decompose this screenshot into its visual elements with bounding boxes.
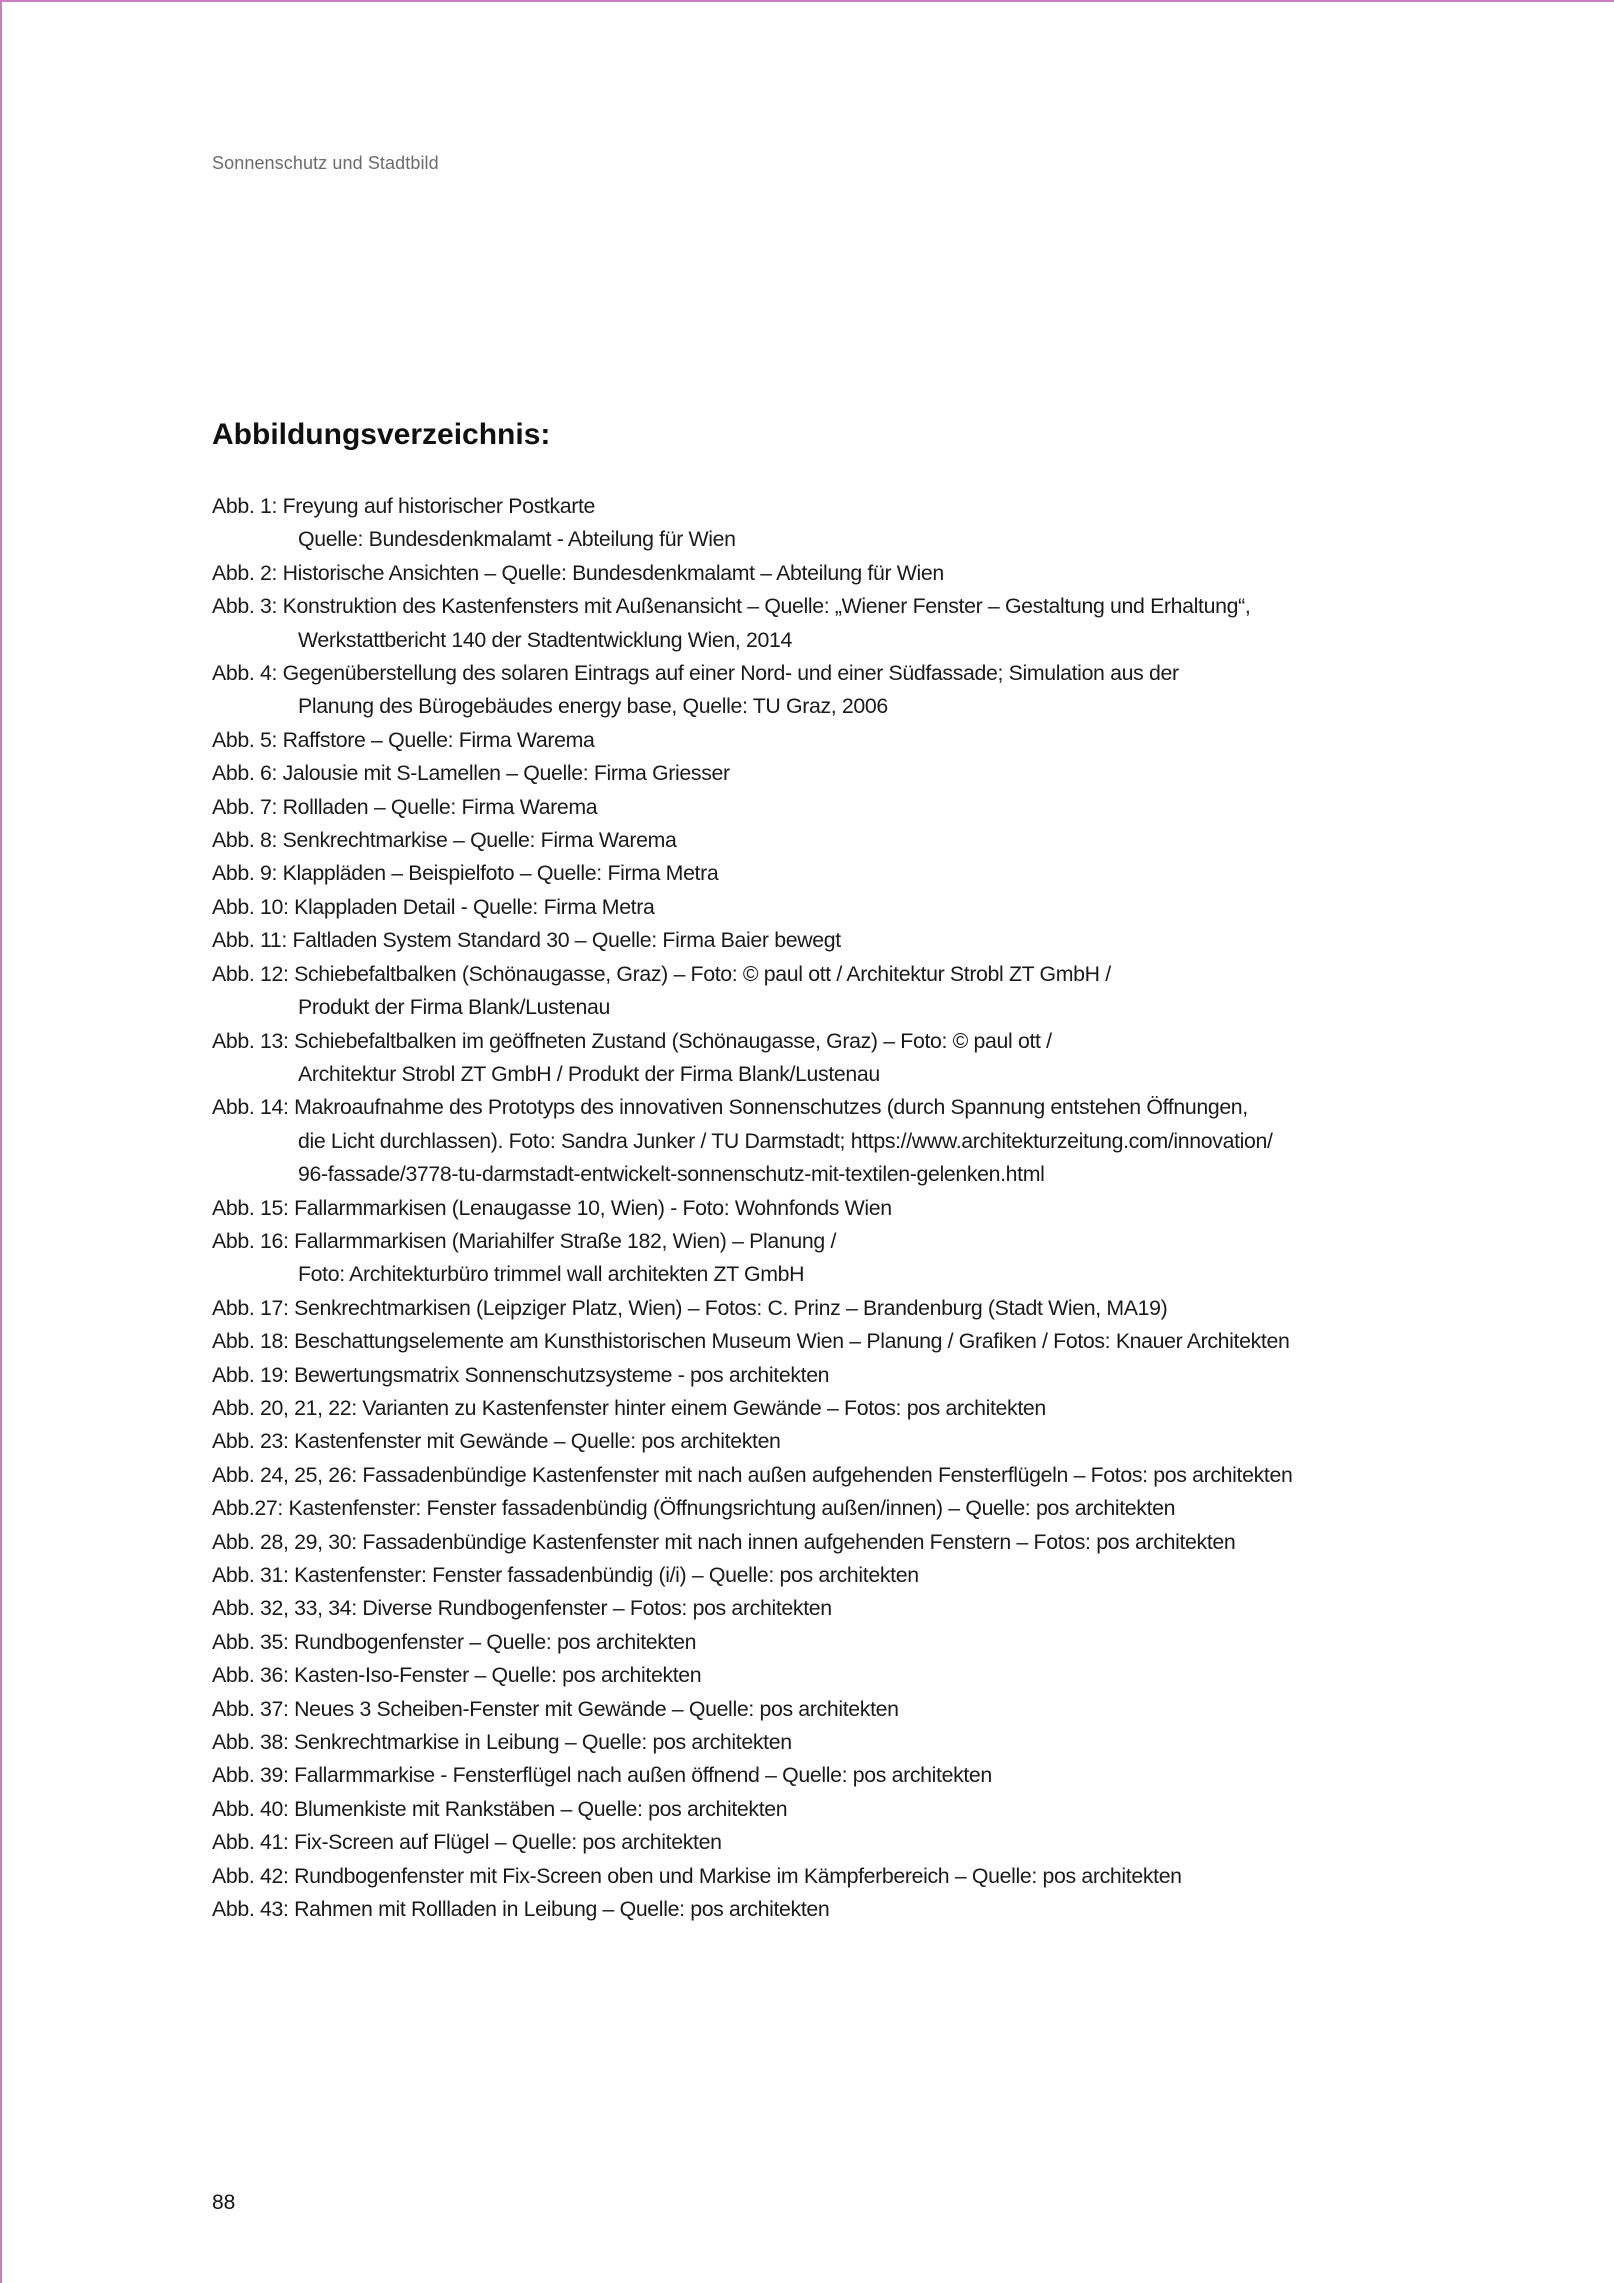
figure-entry — [212, 891, 1412, 924]
figure-entry-text: Abb. 17: Senkrechtmarkisen (Leipziger Platz, Wien) – Fotos: C. Prinz – Brandenburg (Stadt Wien, MA19) — [212, 1295, 1168, 1320]
figure-entry-text: Abb. 19: Bewertungsmatrix Sonnenschutzsysteme - pos architekten — [212, 1362, 830, 1387]
figure-entry — [212, 1459, 1412, 1492]
figure-entry-text: Abb. 1: Freyung auf historischer Postkarte — [212, 494, 596, 518]
figure-entry-text: Abb. 24, 25, 26: Fassadenbündige Kastenfenster mit nach außen aufgehenden Fensterflügeln – Fotos: pos architekten — [212, 1462, 1293, 1487]
figure-entry — [212, 1726, 1412, 1759]
figure-entry-continuation: Architektur Strobl ZT GmbH / Produkt der Firma Blank/Lustenau — [298, 1061, 880, 1086]
figure-entry — [212, 791, 1412, 824]
page-edge-top — [0, 0, 1614, 2]
figure-entry-text: Abb. 6: Jalousie mit S-Lamellen – Quelle: Firma Griesser — [212, 761, 730, 786]
figure-entry-text: Abb. 11: Faltladen System Standard 30 – Quelle: Firma Baier bewegt — [212, 928, 841, 953]
figure-entry — [212, 1359, 1412, 1392]
figure-entry — [212, 1425, 1412, 1458]
figure-entry-text: Abb. 18: Beschattungselemente am Kunsthistorischen Museum Wien – Planung / Grafiken / Fotos: Knauer Architekten — [212, 1329, 1290, 1354]
figure-entry-text: Abb. 2: Historische Ansichten – Quelle: Bundesdenkmalamt – Abteilung für Wien — [212, 560, 944, 585]
figure-entry-text: Abb. 38: Senkrechtmarkise in Leibung – Quelle: pos architekten — [212, 1730, 792, 1755]
figure-entry — [212, 1559, 1412, 1592]
figure-entry — [212, 1325, 1412, 1358]
page-number: 88 — [212, 2191, 236, 2214]
figure-entry-text: Abb. 39: Fallarmmarkise - Fensterflügel nach außen öffnend – Quelle: pos architekten — [212, 1763, 992, 1788]
figure-entry-continuation: Planung des Bürogebäudes energy base, Quelle: TU Graz, 2006 — [298, 694, 888, 719]
figure-entry — [212, 1292, 1412, 1325]
figure-entry-continuation: die Licht durchlassen). Foto: Sandra Junker / TU Darmstadt; https://www.architekturzeitung.com/innovation/ — [298, 1128, 1273, 1153]
figure-entry-text: Abb. 12: Schiebefaltbalken (Schönaugasse, Graz) – Foto: © paul ott / Architektur Strobl ZT GmbH / — [212, 961, 1111, 986]
figure-entry-text: Abb. 9: Klappläden – Beispielfoto – Quelle: Firma Metra — [212, 861, 719, 886]
figure-entry-continuation: Produkt der Firma Blank/Lustenau — [298, 995, 610, 1020]
figure-entry-text: Abb. 23: Kastenfenster mit Gewände – Quelle: pos architekten — [212, 1429, 781, 1454]
figure-entry — [212, 1860, 1412, 1893]
figure-entry — [212, 1759, 1412, 1792]
figure-entry — [212, 490, 1412, 557]
figure-entry — [212, 590, 1412, 657]
figure-entry — [212, 1626, 1412, 1659]
figure-entry-text: Abb. 4: Gegenüberstellung des solaren Eintrags auf einer Nord- und einer Südfassade; Simulation aus der — [212, 661, 1179, 686]
running-header: Sonnenschutz und Stadtbild — [212, 153, 439, 173]
section-title: Abbildungsverzeichnis: — [212, 418, 551, 451]
figure-entry — [212, 657, 1412, 724]
figure-entry-text: Abb. 28, 29, 30: Fassadenbündige Kastenfenster mit nach innen aufgehenden Fenstern – Fotos: pos architekten — [212, 1529, 1236, 1554]
figure-entry-text: Abb. 20, 21, 22: Varianten zu Kastenfenster hinter einem Gewände – Fotos: pos architekten — [212, 1395, 1046, 1420]
figure-entry — [212, 1793, 1412, 1826]
page-edge-left — [0, 0, 2, 2283]
figure-entry-text: Abb. 8: Senkrechtmarkise – Quelle: Firma Warema — [212, 828, 677, 853]
figure-entry — [212, 1893, 1412, 1926]
figure-entry-continuation: 96-fassade/3778-tu-darmstadt-entwickelt-sonnenschutz-mit-textilen-gelenken.html — [298, 1162, 1045, 1187]
figure-entry — [212, 958, 1412, 1025]
figure-entry — [212, 1025, 1412, 1092]
figure-entry — [212, 824, 1412, 857]
figure-entry-text: Abb. 10: Klappladen Detail - Quelle: Firma Metra — [212, 894, 655, 919]
figure-entry-continuation: Foto: Architekturbüro trimmel wall architekten ZT GmbH — [298, 1262, 805, 1287]
figure-entry-continuation: Quelle: Bundesdenkmalamt - Abteilung für Wien — [298, 527, 736, 552]
figure-entry-text: Abb. 13: Schiebefaltbalken im geöffneten Zustand (Schönaugasse, Graz) – Foto: © paul ott / — [212, 1028, 1052, 1053]
figure-entry — [212, 1192, 1412, 1225]
figure-entry-text: Abb. 7: Rollladen – Quelle: Firma Warema — [212, 794, 598, 819]
figure-entry-text: Abb. 35: Rundbogenfenster – Quelle: pos architekten — [212, 1629, 697, 1654]
figure-entry — [212, 557, 1412, 590]
figure-entry-text: Abb.27: Kastenfenster: Fenster fassadenbündig (Öffnungsrichtung außen/innen) – Quelle: pos architekten — [212, 1496, 1176, 1521]
figure-entry-text: Abb. 43: Rahmen mit Rollladen in Leibung – Quelle: pos architekten — [212, 1897, 830, 1922]
figure-entry — [212, 924, 1412, 957]
figure-entry-continuation: Werkstattbericht 140 der Stadtentwicklung Wien, 2014 — [298, 627, 792, 652]
figure-entry-text: Abb. 15: Fallarmmarkisen (Lenaugasse 10, Wien) - Foto: Wohnfonds Wien — [212, 1195, 892, 1220]
figure-list — [212, 490, 1412, 1926]
figure-entry — [212, 857, 1412, 890]
figure-entry — [212, 757, 1412, 790]
figure-entry — [212, 1091, 1412, 1191]
figure-entry — [212, 1693, 1412, 1726]
figure-entry-text: Abb. 31: Kastenfenster: Fenster fassadenbündig (i/i) – Quelle: pos architekten — [212, 1563, 919, 1587]
figure-entry-text: Abb. 40: Blumenkiste mit Rankstäben – Quelle: pos architekten — [212, 1796, 788, 1821]
figure-entry — [212, 1492, 1412, 1525]
figure-entry-text: Abb. 36: Kasten-Iso-Fenster – Quelle: pos architekten — [212, 1663, 702, 1688]
figure-entry-text: Abb. 5: Raffstore – Quelle: Firma Warema — [212, 727, 595, 752]
figure-entry — [212, 1526, 1412, 1559]
figure-entry-text: Abb. 42: Rundbogenfenster mit Fix-Screen oben und Markise im Kämpferbereich – Quelle: pos architekten — [212, 1863, 1182, 1888]
figure-entry — [212, 1659, 1412, 1692]
figure-entry-text: Abb. 16: Fallarmmarkisen (Mariahilfer Straße 182, Wien) – Planung / — [212, 1228, 837, 1253]
figure-entry — [212, 1826, 1412, 1859]
figure-entry-text: Abb. 37: Neues 3 Scheiben-Fenster mit Gewände – Quelle: pos architekten — [212, 1696, 899, 1721]
figure-entry-text: Abb. 41: Fix-Screen auf Flügel – Quelle: pos architekten — [212, 1830, 722, 1855]
figure-entry — [212, 724, 1412, 757]
figure-entry — [212, 1225, 1412, 1292]
figure-entry-text: Abb. 3: Konstruktion des Kastenfensters mit Außenansicht – Quelle: „Wiener Fenster – Gestaltung und Erhaltung“, — [212, 594, 1251, 619]
figure-entry — [212, 1392, 1412, 1425]
figure-entry — [212, 1592, 1412, 1625]
figure-entry-text: Abb. 32, 33, 34: Diverse Rundbogenfenster – Fotos: pos architekten — [212, 1596, 832, 1621]
figure-entry-text: Abb. 14: Makroaufnahme des Prototyps des innovativen Sonnenschutzes (durch Spannung entstehen Öffnungen, — [212, 1095, 1248, 1120]
